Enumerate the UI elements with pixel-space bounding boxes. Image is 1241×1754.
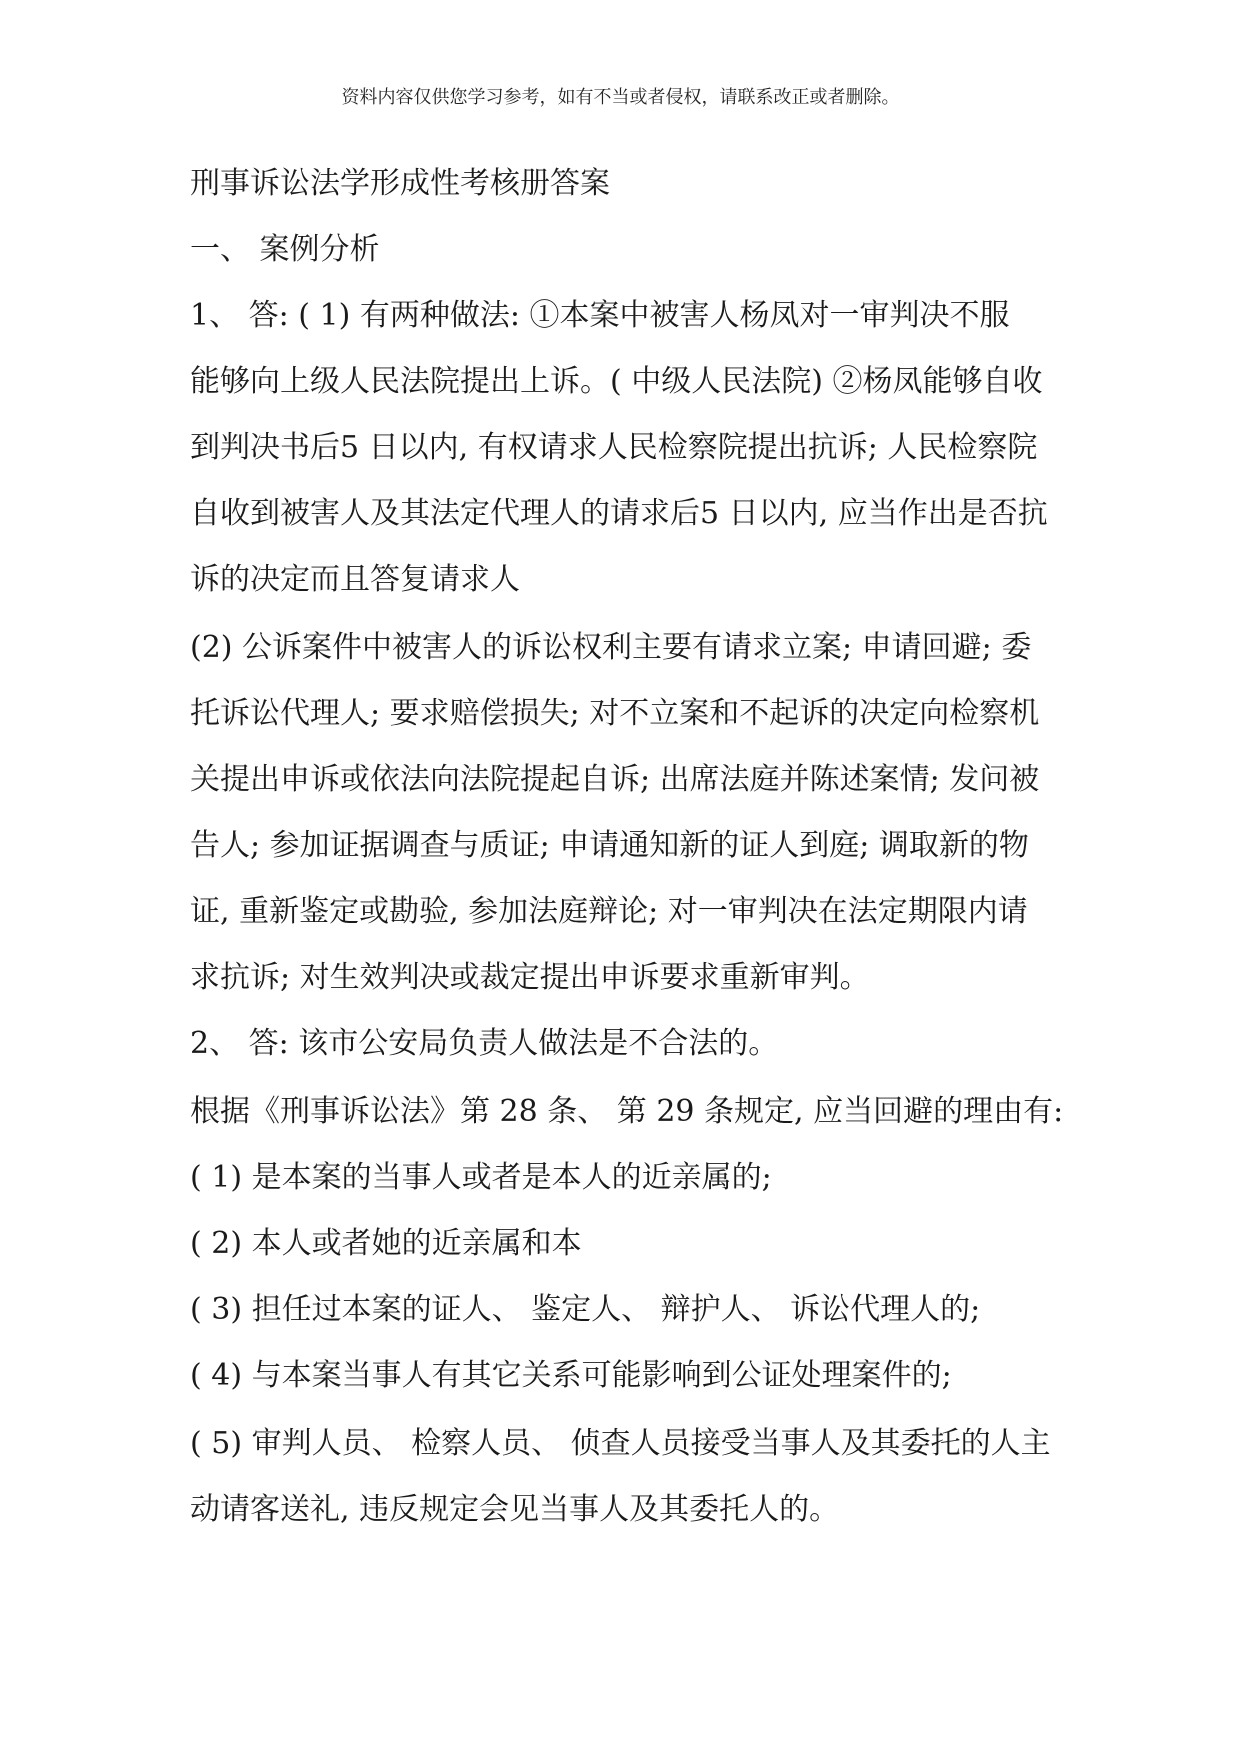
body-line: 2、 答: 该市公安局负责人做法是不合法的。 [190, 1026, 779, 1061]
section-heading: 一、 案例分析 [190, 232, 380, 267]
body-line: ( 1) 是本案的当事人或者是本人的近亲属的; [190, 1160, 772, 1195]
body-line: 关提出申诉或依法向法院提起自诉; 出席法庭并陈述案情; 发问被 [190, 762, 1040, 797]
body-line: 1、 答: ( 1) 有两种做法: ①本案中被害人杨凤对一审判决不服 [190, 298, 1010, 333]
body-line: 证, 重新鉴定或勘验, 参加法庭辩论; 对一审判决在法定期限内请 [190, 894, 1028, 929]
body-line: 自收到被害人及其法定代理人的请求后5 日以内, 应当作出是否抗 [190, 496, 1048, 531]
body-line: 告人; 参加证据调查与质证; 申请通知新的证人到庭; 调取新的物 [190, 828, 1029, 863]
body-line: 托诉讼代理人; 要求赔偿损失; 对不立案和不起诉的决定向检察机 [190, 696, 1040, 731]
body-line: ( 2) 本人或者她的近亲属和本 [190, 1226, 582, 1261]
body-line: ( 4) 与本案当事人有其它关系可能影响到公证处理案件的; [190, 1358, 952, 1393]
body-line: 根据《刑事诉讼法》第 28 条、 第 29 条规定, 应当回避的理由有: [190, 1094, 1064, 1129]
document-title: 刑事诉讼法学形成性考核册答案 [190, 166, 610, 201]
body-line: (2) 公诉案件中被害人的诉讼权利主要有请求立案; 申请回避; 委 [190, 630, 1032, 665]
body-line: 到判决书后5 日以内, 有权请求人民检察院提出抗诉; 人民检察院 [190, 430, 1038, 465]
body-line: 能够向上级人民法院提出上诉。( 中级人民法院) ②杨凤能够自收 [190, 364, 1043, 399]
body-line: 诉的决定而且答复请求人 [190, 562, 520, 597]
body-line: 动请客送礼, 违反规定会见当事人及其委托人的。 [190, 1492, 840, 1527]
body-line: 求抗诉; 对生效判决或裁定提出申诉要求重新审判。 [190, 960, 870, 995]
body-line: ( 5) 审判人员、 检察人员、 侦查人员接受当事人及其委托的人主 [190, 1426, 1051, 1461]
body-line: ( 3) 担任过本案的证人、 鉴定人、 辩护人、 诉讼代理人的; [190, 1292, 981, 1327]
header-note: 资料内容仅供您学习参考，如有不当或者侵权，请联系改正或者删除。 [341, 87, 900, 108]
